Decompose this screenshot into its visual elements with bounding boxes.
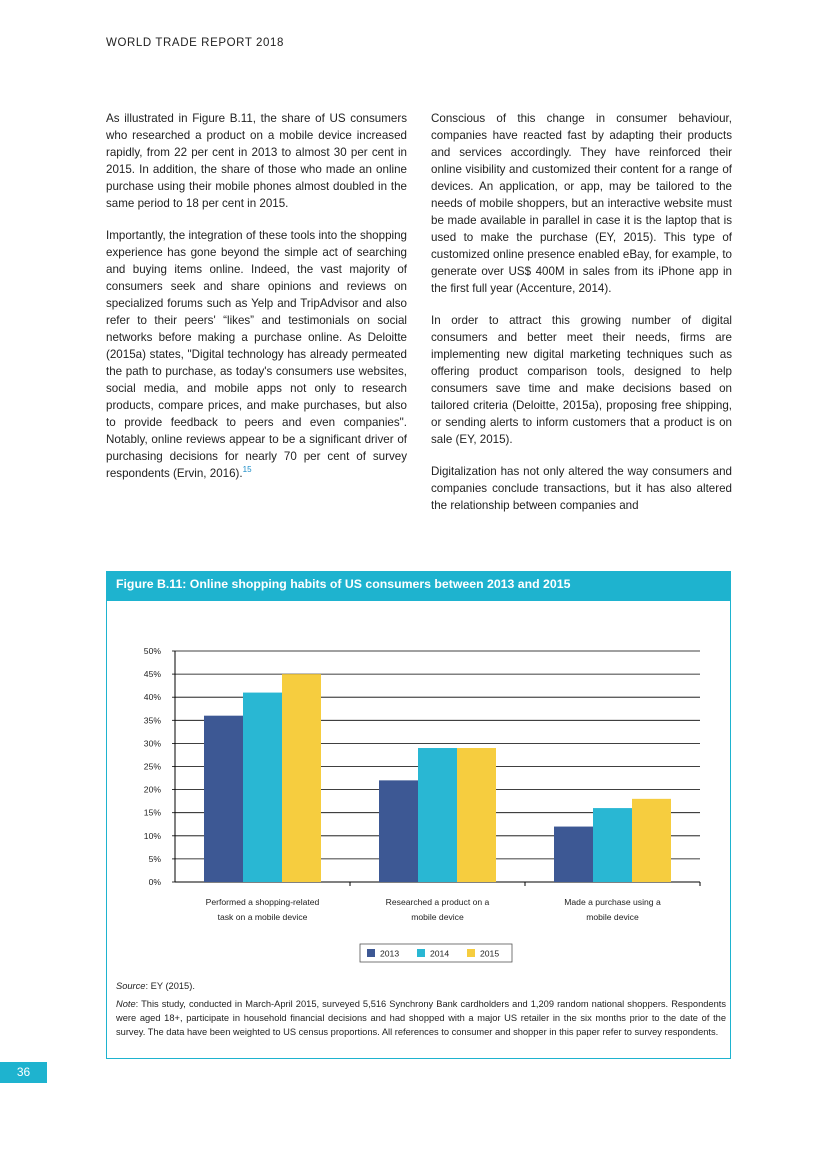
figure-note <box>116 997 726 1039</box>
figure-box <box>106 571 731 1059</box>
paragraph: As illustrated in Figure B.11, the share of US consumers who researched a product on a mobile device increased rapidly, from 22 per cent in 2013 to almost 30 per cent in 2015. In addition, the share of those who made an online purchase using their mobile phones almost doubled in the same period to 18 per cent in 2015. <box>106 112 407 210</box>
paragraph: Conscious of this change in consumer behaviour, companies have reacted fast by adapting their products and services accordingly. They have reinforced their online visibility and customized their content for a range of devices. An application, or app, may be tailored to the needs of mobile shoppers, but an interactive website must be made available in parallel in case it is the laptop that is used to make the purchase (EY, 2015). This type of customized online presence enabled eBay, for example, to generate over US$ 400M in sales from its iPhone app in the first full year (Accenture, 2014). <box>431 112 732 295</box>
left-text-column <box>106 110 407 497</box>
paragraph <box>106 227 407 482</box>
page-number: 36 <box>0 1062 47 1083</box>
note-text: : This study, conducted in March-April 2015, surveyed 5,516 Synchrony Bank cardholders and 1,209 random national shoppers. Respondents were aged 18+, participate in household financial decisions and had shopped with a major US retailer in the six months prior to the date of the survey. The data have been weighted to US census proportions. All references to consumer and shopper in this paper refer to survey respondents. <box>116 999 726 1037</box>
note-label: Note <box>116 999 136 1009</box>
legend-label: 2013 <box>380 948 400 959</box>
figure-title: Figure B.11: Online shopping habits of US consumers between 2013 and 2015 <box>107 572 730 601</box>
y-tick-label: 20% <box>143 784 161 795</box>
bar-2013 <box>554 827 593 882</box>
y-tick-label: 5% <box>148 853 161 864</box>
running-header: WORLD TRADE REPORT 2018 <box>106 37 285 49</box>
x-category-label: mobile device <box>411 912 464 922</box>
bar-2014 <box>418 748 457 882</box>
legend-label: 2014 <box>430 948 450 959</box>
y-tick-label: 45% <box>143 669 161 680</box>
legend-swatch-2013 <box>367 949 375 957</box>
legend-swatch-2015 <box>467 949 475 957</box>
bar-2015 <box>457 748 496 882</box>
paragraph: Digitalization has not only altered the way consumers and companies conclude transactions, but it has also altered the relationship between companies and <box>431 465 732 512</box>
bar-chart <box>107 601 730 976</box>
y-tick-label: 30% <box>143 738 161 749</box>
figure-source <box>116 981 195 991</box>
y-tick-label: 50% <box>143 646 161 656</box>
paragraph: In order to attract this growing number of digital consumers and better meet their needs, firms are implementing new digital marketing techniques such as offering product comparison tools, designed to help consumers save time and make decisions based on tailored criteria (Deloitte, 2015a), proposing free shipping, or sending alerts to inform customers that a product is on sale (EY, 2015). <box>431 314 732 446</box>
bar-2013 <box>379 780 418 882</box>
bar-2015 <box>632 799 671 882</box>
x-category-label: Researched a product on a <box>385 897 490 907</box>
footnote-link[interactable]: 15 <box>242 465 252 475</box>
x-category-label: Made a purchase using a <box>564 897 661 907</box>
bar-2013 <box>204 716 243 882</box>
x-category-label: Performed a shopping-related <box>205 897 320 907</box>
x-category-label: task on a mobile device <box>217 912 308 922</box>
y-tick-label: 10% <box>143 830 161 841</box>
x-category-label: mobile device <box>586 912 639 922</box>
bar-2015 <box>282 674 321 882</box>
y-tick-label: 40% <box>143 692 161 703</box>
right-text-column <box>431 110 732 529</box>
y-tick-label: 15% <box>143 807 161 818</box>
y-tick-label: 25% <box>143 761 161 772</box>
source-text: : EY (2015). <box>145 981 195 991</box>
legend-label: 2015 <box>480 948 500 959</box>
paragraph-text: Importantly, the integration of these tools into the shopping experience has gone beyond the simple act of searching and buying items online. Indeed, the vast majority of consumers seek and share opinions and reviews on specialized forums such as Yelp and TripAdvisor and also refer to their peers' “likes” and testimonials on social networks before making a purchase online. As Deloitte (2015a) states, "Digital technology has already permeated the path to purchase, as today's consumers use websites, social media, and mobile apps not only to research products, compare prices, and make purchases, but also to provide feedback to peers and even companies". Notably, online reviews appear to be a significant driver of purchasing decisions for nearly 70 per cent of survey respondents (Ervin, 2016). <box>106 229 407 480</box>
y-tick-label: 0% <box>148 877 161 887</box>
y-tick-label: 35% <box>143 715 161 726</box>
bar-2014 <box>593 808 632 882</box>
legend-swatch-2014 <box>417 949 425 957</box>
bar-2014 <box>243 693 282 882</box>
source-label: Source <box>116 981 146 991</box>
